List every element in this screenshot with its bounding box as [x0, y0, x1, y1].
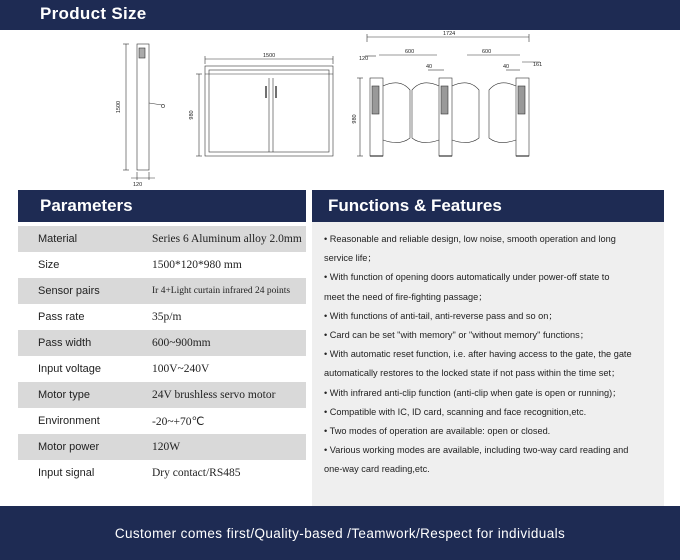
param-value: 100V~240V	[152, 363, 210, 375]
footer-banner	[0, 506, 680, 560]
side-height-label: 1500	[116, 100, 122, 114]
param-label: Pass width	[38, 337, 92, 349]
lane1-width-label: 600	[405, 49, 415, 55]
param-row-pass-rate	[18, 304, 306, 330]
total-width-label: 1724	[443, 31, 456, 37]
feature-line: meet the need of fire-fighting passage；	[324, 291, 488, 302]
feature-line: service life；	[324, 253, 377, 264]
multi-height-label: 980	[352, 114, 358, 124]
param-label: Pass rate	[38, 311, 85, 323]
param-label: Size	[38, 259, 60, 271]
front-view-drawing	[196, 56, 333, 156]
side-view-drawing	[123, 44, 165, 180]
param-label: Motor power	[38, 441, 100, 453]
param-row-environment	[18, 408, 306, 434]
param-value: 120W	[152, 441, 181, 453]
param-label: Sensor pairs	[38, 285, 100, 297]
param-row-motor-power	[18, 434, 306, 460]
param-label: Motor type	[38, 389, 90, 401]
feature-line: • Various working modes are available, including two-way card reading and	[324, 445, 629, 456]
left-width-label: 120	[359, 56, 369, 62]
lane2-width-label: 600	[482, 49, 492, 55]
param-label: Environment	[38, 415, 100, 427]
front-width-label: 1500	[263, 53, 276, 59]
multi-lane-drawing	[357, 34, 543, 156]
feature-line: • With automatic reset function, i.e. after having access to the gate, the gate	[324, 349, 632, 360]
param-row-sensor-pairs	[18, 278, 306, 304]
product-size-drawings	[0, 30, 680, 188]
top-banner	[0, 0, 680, 30]
param-value: 24V brushless servo motor	[152, 389, 276, 401]
param-row-motor-type	[18, 382, 306, 408]
feature-line: • With infrared anti-clip function (anti-clip when gate is open or running)；	[324, 387, 622, 398]
feature-line: • Card can be set "with memory" or "without memory" functions；	[324, 330, 589, 341]
gap2-label: 40	[503, 64, 510, 70]
gap1-label: 40	[426, 64, 433, 70]
param-row-material	[18, 226, 306, 252]
param-value: 35p/m	[152, 311, 182, 323]
parameters-table	[18, 226, 306, 486]
param-value: 1500*120*980 mm	[152, 259, 242, 271]
feature-line: • Reasonable and reliable design, low noise, smooth operation and long	[324, 234, 616, 244]
front-height-label: 980	[189, 110, 195, 120]
feature-line: • With functions of anti-tail, anti-reverse pass and so on；	[324, 310, 558, 321]
param-value: Series 6 Aluminum alloy 2.0mm	[152, 233, 302, 245]
param-row-size	[18, 252, 306, 278]
footer-slogan: Customer comes first/Quality-based /Teamwork/Respect for individuals	[114, 526, 566, 541]
param-label: Material	[38, 233, 78, 245]
feature-line: • With function of opening doors automatically under power-off state to	[324, 272, 610, 283]
product-size-title: Product Size	[40, 4, 147, 23]
param-label: Input voltage	[38, 363, 101, 375]
param-row-input-voltage	[18, 356, 306, 382]
param-row-pass-width	[18, 330, 306, 356]
feature-line: • Two modes of operation are available: open or closed.	[324, 426, 551, 437]
dimension-drawings	[0, 30, 680, 188]
feature-line: • Compatible with IC, ID card, scanning and face recognition,etc.	[324, 406, 587, 417]
right-width-label: 161	[533, 62, 543, 68]
param-value: Dry contact/RS485	[152, 467, 241, 479]
feature-line: automatically restores to the locked state if not pass within the time set；	[324, 368, 621, 379]
parameters-title: Parameters	[40, 196, 133, 215]
param-row-input-signal	[18, 460, 306, 486]
param-label: Input signal	[38, 467, 95, 479]
side-width-label: 120	[133, 182, 143, 188]
functions-panel	[312, 222, 664, 506]
functions-header	[312, 190, 664, 222]
functions-title: Functions & Features	[328, 196, 502, 215]
param-value: -20~+70℃	[152, 416, 205, 428]
param-value: 600~900mm	[152, 337, 211, 349]
parameters-header	[18, 190, 306, 222]
param-value: Ir 4+Light curtain infrared 24 points	[152, 286, 291, 296]
feature-line: one-way card reading,etc.	[324, 464, 430, 475]
